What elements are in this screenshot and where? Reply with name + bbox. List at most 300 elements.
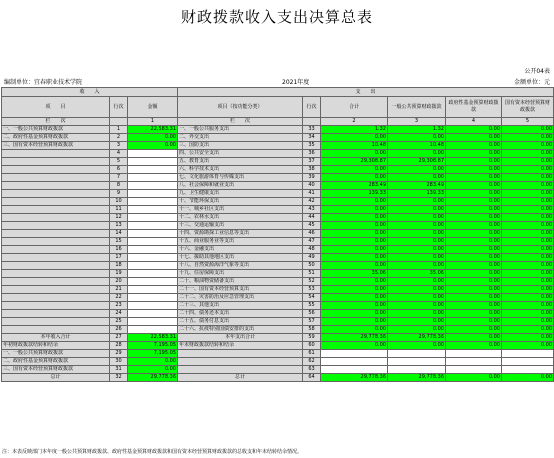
- expense-row-no: 41: [303, 190, 321, 198]
- expense-state-capital: 0.00: [502, 342, 554, 350]
- col-5: 5: [502, 118, 554, 126]
- expense-gov-fund: 0.00: [446, 286, 502, 294]
- expense-row-no: 45: [303, 222, 321, 230]
- income-row-no: 29: [110, 350, 128, 358]
- row-no-header-right: 行次: [303, 97, 321, 118]
- expense-total: 0.00: [321, 166, 388, 174]
- income-item: 二、政府性基金预算财政拨款: [2, 358, 110, 366]
- income-amount: [128, 174, 178, 182]
- income-item: [2, 270, 110, 278]
- expense-state-capital: 0.00: [502, 126, 554, 134]
- expense-state-capital: 0.00: [502, 182, 554, 190]
- year-label: 2021年度: [282, 79, 310, 86]
- expense-state-capital: 0.00: [502, 302, 554, 310]
- expense-total: 29,778.36: [321, 374, 388, 382]
- expense-state-capital: 0.00: [502, 158, 554, 166]
- expense-general: 0.00: [388, 174, 446, 182]
- income-amount: [128, 238, 178, 246]
- income-row-no: 13: [110, 222, 128, 230]
- income-item: [2, 222, 110, 230]
- expense-row-no: 61: [303, 350, 321, 358]
- expense-total: 0.00: [321, 310, 388, 318]
- col-3: 3: [388, 118, 446, 126]
- expense-general: 29,778.36: [388, 374, 446, 382]
- table-row: [2, 222, 554, 230]
- expense-gov-fund: 0.00: [446, 374, 502, 382]
- expense-state-capital: 0.00: [502, 310, 554, 318]
- table-row: [2, 126, 554, 134]
- income-amount: [128, 158, 178, 166]
- expense-gov-fund: 0.00: [446, 134, 502, 142]
- expense-row-no: 44: [303, 214, 321, 222]
- income-amount: [128, 222, 178, 230]
- table-row: [2, 318, 554, 326]
- expense-general: 0.00: [388, 150, 446, 158]
- income-item: [2, 206, 110, 214]
- expense-item: 二十三、其他支出: [178, 302, 303, 310]
- item-header: 项 目: [2, 97, 110, 118]
- expense-gov-fund: 0.00: [446, 230, 502, 238]
- expense-item: 十八、自然资源海洋气象等支出: [178, 262, 303, 270]
- table-row: [2, 350, 554, 358]
- expense-gov-fund: 0.00: [446, 222, 502, 230]
- income-amount: [128, 246, 178, 254]
- expense-item: 十九、住房保障支出: [178, 270, 303, 278]
- income-amount: [128, 294, 178, 302]
- income-row-no: 27: [110, 334, 128, 342]
- income-item: [2, 318, 110, 326]
- income-item: [2, 310, 110, 318]
- income-amount: [128, 254, 178, 262]
- budget-table: [1, 87, 554, 382]
- expense-row-no: 55: [303, 302, 321, 310]
- expense-gov-fund: 0.00: [446, 270, 502, 278]
- expense-row-no: 56: [303, 310, 321, 318]
- expense-general: 0.00: [388, 246, 446, 254]
- expense-state-capital: 0.00: [502, 318, 554, 326]
- expense-item: 十四、资源勘探工业信息等支出: [178, 230, 303, 238]
- expense-gov-fund: 0.00: [446, 206, 502, 214]
- expense-state-capital: 0.00: [502, 134, 554, 142]
- income-row-no: 32: [110, 374, 128, 382]
- income-amount: [128, 286, 178, 294]
- table-row: [2, 238, 554, 246]
- table-row: [2, 206, 554, 214]
- expense-state-capital: 0.00: [502, 222, 554, 230]
- expense-state-capital: 0.00: [502, 214, 554, 222]
- income-amount: [128, 318, 178, 326]
- income-row-no: 4: [110, 150, 128, 158]
- expense-total: 0.00: [321, 198, 388, 206]
- state-capital-header: 国有资本经营预算财政拨款: [502, 97, 554, 118]
- income-row-no: 17: [110, 254, 128, 262]
- lanci-right: 栏 次: [178, 118, 303, 126]
- income-amount: [128, 230, 178, 238]
- income-amount: 0.00: [128, 358, 178, 366]
- unit-label: 编制单位：宜春职业技术学院: [4, 79, 83, 86]
- expense-total: 0.00: [321, 254, 388, 262]
- income-row-no: 20: [110, 278, 128, 286]
- table-row: [2, 182, 554, 190]
- expense-state-capital: 0.00: [502, 294, 554, 302]
- expense-total: 0.00: [321, 318, 388, 326]
- expense-item: 二十一、国有资本经营预算支出: [178, 286, 303, 294]
- header-row-1: [2, 88, 554, 97]
- income-item: [2, 326, 110, 334]
- expense-general: 0.00: [388, 206, 446, 214]
- page-title: 财政拨款收入支出决算总表: [180, 8, 373, 26]
- expense-gov-fund: 0.00: [446, 190, 502, 198]
- expense-total: 0.00: [321, 230, 388, 238]
- expense-row-no: 57: [303, 318, 321, 326]
- expense-state-capital: 0.00: [502, 326, 554, 334]
- expense-general: 0.00: [388, 230, 446, 238]
- table-row: [2, 270, 554, 278]
- expense-general: [388, 366, 446, 374]
- table-row: [2, 214, 554, 222]
- expense-total: 0.00: [321, 286, 388, 294]
- income-item: [2, 294, 110, 302]
- expense-row-no: 38: [303, 166, 321, 174]
- table-row: [2, 198, 554, 206]
- expense-row-no: 33: [303, 126, 321, 134]
- expense-state-capital: 0.00: [502, 246, 554, 254]
- income-item: [2, 174, 110, 182]
- income-item: [2, 238, 110, 246]
- expense-state-capital: [502, 350, 554, 358]
- expense-gov-fund: 0.00: [446, 166, 502, 174]
- expense-general: 29,778.36: [388, 334, 446, 342]
- expense-total: 0.00: [321, 294, 388, 302]
- expense-general: 0.00: [388, 302, 446, 310]
- expense-gov-fund: 0.00: [446, 150, 502, 158]
- col-2: 2: [321, 118, 388, 126]
- expense-item: 年末财政拨款结转和结余: [178, 342, 303, 350]
- total-header: 合计: [321, 97, 388, 118]
- expense-item: 二十二、灾害防治及应急管理支出: [178, 294, 303, 302]
- table-row: [2, 190, 554, 198]
- expense-item: 二十五、债务付息支出: [178, 318, 303, 326]
- income-amount: 22,583.31: [128, 334, 178, 342]
- expense-state-capital: 0.00: [502, 150, 554, 158]
- expense-item: [178, 358, 303, 366]
- income-amount: 0.00: [128, 366, 178, 374]
- income-row-no: 19: [110, 270, 128, 278]
- expense-gov-fund: [446, 366, 502, 374]
- expense-general: 29,308.87: [388, 158, 446, 166]
- expense-general: 0.00: [388, 294, 446, 302]
- income-item: 三、国有资本经营预算财政拨款: [2, 366, 110, 374]
- table-row: [2, 294, 554, 302]
- expense-state-capital: 0.00: [502, 334, 554, 342]
- expense-state-capital: 0.00: [502, 270, 554, 278]
- expense-gov-fund: 0.00: [446, 198, 502, 206]
- expense-total: 0.00: [321, 134, 388, 142]
- income-item: 一、一般公共预算财政拨款: [2, 126, 110, 134]
- income-amount: [128, 190, 178, 198]
- expense-gov-fund: [446, 350, 502, 358]
- col-4: 4: [446, 118, 502, 126]
- expense-item: 七、文化旅游体育与传媒支出: [178, 174, 303, 182]
- expense-gov-fund: 0.00: [446, 174, 502, 182]
- expense-item: 一、一般公共服务支出: [178, 126, 303, 134]
- expense-row-no: 48: [303, 246, 321, 254]
- table-row: [2, 230, 554, 238]
- expense-state-capital: 0.00: [502, 206, 554, 214]
- income-row-no: 1: [110, 126, 128, 134]
- expense-general: 10.48: [388, 142, 446, 150]
- expense-gov-fund: 0.00: [446, 254, 502, 262]
- table-row: [2, 366, 554, 374]
- expense-state-capital: [502, 366, 554, 374]
- header-row-2: [2, 97, 554, 118]
- income-amount: [128, 270, 178, 278]
- expense-general: 0.00: [388, 254, 446, 262]
- expense-total: 0.00: [321, 214, 388, 222]
- expense-state-capital: 0.00: [502, 190, 554, 198]
- expense-state-capital: 0.00: [502, 198, 554, 206]
- table-row: [2, 342, 554, 350]
- expense-item: [178, 366, 303, 374]
- table-row: [2, 326, 554, 334]
- income-row-no: 7: [110, 174, 128, 182]
- expense-row-no: 62: [303, 358, 321, 366]
- expense-total: 0.00: [321, 174, 388, 182]
- income-row-no: 16: [110, 246, 128, 254]
- expense-row-no: 42: [303, 198, 321, 206]
- expense-row-no: 64: [303, 374, 321, 382]
- expense-gov-fund: 0.00: [446, 342, 502, 350]
- income-row-no: 22: [110, 294, 128, 302]
- expense-row-no: 34: [303, 134, 321, 142]
- expense-general: [388, 358, 446, 366]
- income-item: [2, 182, 110, 190]
- expense-general: [388, 350, 446, 358]
- income-item: 一、一般公共预算财政拨款: [2, 350, 110, 358]
- expense-general: 0.00: [388, 342, 446, 350]
- expense-row-no: 52: [303, 278, 321, 286]
- form-code: 公开04表: [524, 68, 550, 75]
- income-amount: [128, 198, 178, 206]
- expense-row-no: 50: [303, 262, 321, 270]
- income-amount: [128, 302, 178, 310]
- table-row: [2, 174, 554, 182]
- table-row: [2, 278, 554, 286]
- expense-general: 139.33: [388, 190, 446, 198]
- income-amount: [128, 262, 178, 270]
- table-row: [2, 142, 554, 150]
- table-row: [2, 158, 554, 166]
- expense-total: 0.00: [321, 262, 388, 270]
- expense-gov-fund: 0.00: [446, 238, 502, 246]
- income-row-no: 5: [110, 158, 128, 166]
- table-row: [2, 374, 554, 382]
- income-item: 二、政府性基金预算财政拨款: [2, 134, 110, 142]
- expense-item: 六、科学技术支出: [178, 166, 303, 174]
- expense-general: 0.00: [388, 286, 446, 294]
- income-row-no: 15: [110, 238, 128, 246]
- expense-general: 0.00: [388, 238, 446, 246]
- expense-total: 0.00: [321, 206, 388, 214]
- expense-state-capital: 0.00: [502, 254, 554, 262]
- expense-item: 十七、援助其他地区支出: [178, 254, 303, 262]
- expense-state-capital: 0.00: [502, 174, 554, 182]
- table-row: [2, 358, 554, 366]
- income-item: [2, 278, 110, 286]
- expense-gov-fund: 0.00: [446, 318, 502, 326]
- expense-general: 0.00: [388, 222, 446, 230]
- expense-total: [321, 350, 388, 358]
- table-row: [2, 334, 554, 342]
- expense-row-no: 51: [303, 270, 321, 278]
- expense-gov-fund: 0.00: [446, 262, 502, 270]
- expense-gov-fund: 0.00: [446, 126, 502, 134]
- expense-total: 0.00: [321, 278, 388, 286]
- expense-state-capital: 0.00: [502, 286, 554, 294]
- income-item: 本年收入合计: [2, 334, 110, 342]
- expense-item: 十三、交通运输支出: [178, 222, 303, 230]
- expense-item: 总计: [178, 374, 303, 382]
- expense-total: 29,778.36: [321, 334, 388, 342]
- expense-row-no: 58: [303, 326, 321, 334]
- expense-state-capital: [502, 358, 554, 366]
- income-item: 总计: [2, 374, 110, 382]
- income-item: [2, 150, 110, 158]
- expense-row-no: 63: [303, 366, 321, 374]
- table-row: [2, 262, 554, 270]
- income-amount: 0.00: [128, 134, 178, 142]
- expense-gov-fund: 0.00: [446, 334, 502, 342]
- expense-total: 0.00: [321, 246, 388, 254]
- income-item: [2, 262, 110, 270]
- income-row-no: 10: [110, 198, 128, 206]
- row-no-header: 行次: [110, 97, 128, 118]
- expense-gov-fund: 0.00: [446, 158, 502, 166]
- income-amount: 7,195.05: [128, 342, 178, 350]
- expense-row-no: 54: [303, 294, 321, 302]
- table-row: [2, 166, 554, 174]
- expense-total: 10.48: [321, 142, 388, 150]
- income-row-no: 9: [110, 190, 128, 198]
- expense-total: 1.32: [321, 126, 388, 134]
- expense-item: 二十四、债务还本支出: [178, 310, 303, 318]
- income-row-no: 23: [110, 302, 128, 310]
- income-amount: [128, 166, 178, 174]
- expense-item: 二十、粮油物资储备支出: [178, 278, 303, 286]
- income-row-no: 12: [110, 214, 128, 222]
- expense-general: 0.00: [388, 166, 446, 174]
- expense-gov-fund: [446, 358, 502, 366]
- expense-gov-fund: 0.00: [446, 214, 502, 222]
- income-amount: [128, 206, 178, 214]
- expense-row-no: 46: [303, 230, 321, 238]
- expense-general: 0.00: [388, 326, 446, 334]
- income-row-no: 8: [110, 182, 128, 190]
- expense-gov-fund: 0.00: [446, 142, 502, 150]
- expense-total: 35.06: [321, 270, 388, 278]
- expense-row-no: 53: [303, 286, 321, 294]
- expense-state-capital: 0.00: [502, 238, 554, 246]
- income-item: [2, 302, 110, 310]
- income-row-no: 28: [110, 342, 128, 350]
- expense-total: 0.00: [321, 222, 388, 230]
- expense-state-capital: 0.00: [502, 374, 554, 382]
- income-amount: [128, 310, 178, 318]
- expense-row-no: 35: [303, 142, 321, 150]
- income-amount: [128, 182, 178, 190]
- expense-gov-fund: 0.00: [446, 326, 502, 334]
- expense-row-no: 40: [303, 182, 321, 190]
- expense-total: 29,308.87: [321, 158, 388, 166]
- expense-state-capital: 0.00: [502, 230, 554, 238]
- expense-general: 1.32: [388, 126, 446, 134]
- expense-general: 0.00: [388, 262, 446, 270]
- income-row-no: 24: [110, 310, 128, 318]
- income-row-no: 30: [110, 358, 128, 366]
- income-amount: 29,778.36: [128, 374, 178, 382]
- expense-total: [321, 358, 388, 366]
- expense-general: 0.00: [388, 318, 446, 326]
- expense-total: 139.33: [321, 190, 388, 198]
- income-amount: 7,195.05: [128, 350, 178, 358]
- expense-header: 支 出: [178, 88, 554, 97]
- expense-item: 九、卫生健康支出: [178, 190, 303, 198]
- expense-gov-fund: 0.00: [446, 294, 502, 302]
- table-row: [2, 254, 554, 262]
- expense-total: 0.00: [321, 326, 388, 334]
- expense-state-capital: 0.00: [502, 262, 554, 270]
- expense-item: 十二、农林水支出: [178, 214, 303, 222]
- expense-item: 十一、城乡社区支出: [178, 206, 303, 214]
- expense-general: 0.00: [388, 278, 446, 286]
- table-row: [2, 286, 554, 294]
- expense-state-capital: 0.00: [502, 278, 554, 286]
- income-row-no: 11: [110, 206, 128, 214]
- income-item: [2, 254, 110, 262]
- table-row: [2, 134, 554, 142]
- expense-total: 283.49: [321, 182, 388, 190]
- expense-item: 本年支出合计: [178, 334, 303, 342]
- expense-item: 二、外交支出: [178, 134, 303, 142]
- income-item: 三、国有资本经营预算财政拨款: [2, 142, 110, 150]
- amount-header: 金额: [128, 97, 178, 118]
- table-row: [2, 310, 554, 318]
- footnote: 注：本表反映部门本年度一般公共预算财政拨款、政府性基金预算财政拨款和国有资本经营预算财政拨款的总收支和年末结转结余情况。: [2, 449, 303, 455]
- expense-item: 八、社会保障和就业支出: [178, 182, 303, 190]
- expense-item: 四、公共安全支出: [178, 150, 303, 158]
- func-item-header: 项目（按功能分类）: [178, 97, 303, 118]
- income-row-no: 3: [110, 142, 128, 150]
- income-row-no: 14: [110, 230, 128, 238]
- table-row: [2, 150, 554, 158]
- income-header: 收 入: [2, 88, 178, 97]
- expense-item: 二十六、抗疫特别国债安排的支出: [178, 326, 303, 334]
- income-item: [2, 246, 110, 254]
- income-item: [2, 158, 110, 166]
- table-row: [2, 246, 554, 254]
- expense-general: 0.00: [388, 198, 446, 206]
- expense-row-no: 39: [303, 174, 321, 182]
- expense-item: 三、国防支出: [178, 142, 303, 150]
- income-row-no: 21: [110, 286, 128, 294]
- income-amount: 22,583.31: [128, 126, 178, 134]
- income-row-no: 25: [110, 318, 128, 326]
- expense-row-no: 60: [303, 342, 321, 350]
- lanci-left: 栏 次: [2, 118, 110, 126]
- expense-total: 0.00: [321, 238, 388, 246]
- expense-general: 0.00: [388, 310, 446, 318]
- expense-general: 283.49: [388, 182, 446, 190]
